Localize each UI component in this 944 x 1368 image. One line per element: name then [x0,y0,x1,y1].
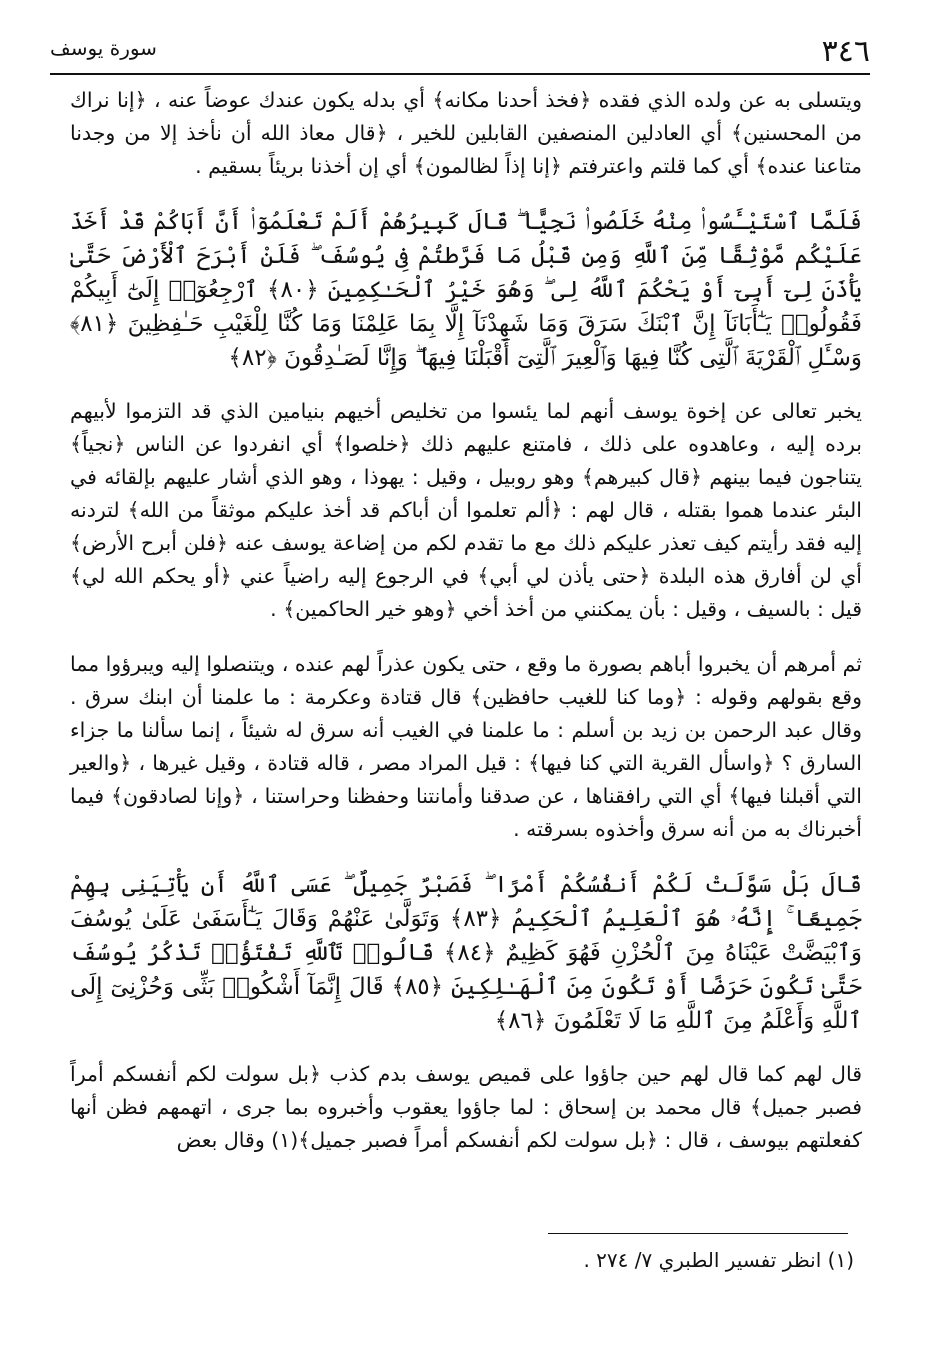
footnote-divider [548,1233,848,1234]
tafsir-paragraph: ويتسلى به عن ولده الذي فقده ﴿فخذ أحدنا مكانه﴾ أي بدله يكون عندك عوضاً عنه ، ﴿إنا نراك من المحسنين﴾ أي العادلين المنصفين القابلين للخير ، ﴿قال معاذ الله أن نأخذ إلا من وجدنا متاعنا عنده﴾ أي كما قلتم واعترفتم ﴿إنا إذاً لظالمون﴾ أي إن أخذنا بريئاً بسقيم . [70,88,862,178]
tafsir-paragraph: قال لهم كما قال لهم حين جاؤوا على قميص يوسف بدم كذب ﴿بل سولت لكم أنفسكم أمراً فصبر جميل﴾ قال محمد بن إسحاق : لما جاؤوا يعقوب وأخبروه بما جرى ، اتهمهم فظن أنها كفعلتهم بيوسف ، قال : ﴿بل سولت لكم أنفسكم أمراً فصبر جميل﴾(١) وقال بعض [70,1062,862,1152]
tafsir-paragraph: ثم أمرهم أن يخبروا أباهم بصورة ما وقع ، حتى يكون عذراً لهم عنده ، ويتنصلوا إليه ويبرؤوا مما وقع بقولهم وقوله : ﴿وما كنا للغيب حافظين﴾ قال قتادة وعكرمة : ما علمنا أن ابنك سرق . وقال عبد الرحمن بن زيد بن أسلم : ما علمنا في الغيب أنه سرق له شيئاً ، إنما سألنا ما جزاء السارق ؟ ﴿واسأل القرية التي كنا فيها﴾ : قيل المراد مصر ، قاله قتادة ، وقيل غيرها ، ﴿والعير التي أقبلنا فيها﴾ أي التي رافقناها ، عن صدقنا وأمانتنا وحفظنا وحراستنا ، ﴿وإنا لصادقون﴾ فيما أخبرناك به من أنه سرق وأخذوه بسرقته . [70,652,862,841]
header-divider [50,73,870,75]
quran-verses-80-82: فَلَمَّا ٱسْتَيْـَٔسُوا۟ مِنْهُ خَلَصُوا۟ نَجِيًّا ۖ قَالَ كَبِيرُهُمْ أَلَمْ تَعْلَمُوٓا۟ أَنَّ أَبَاكُمْ قَدْ أَخَذَ عَلَيْكُم مَّوْثِقًا مِّنَ ٱللَّهِ وَمِن قَبْلُ مَا فَرَّطتُمْ فِى يُوسُفَ ۖ فَلَنْ أَبْرَحَ ٱلْأَرْضَ حَتَّىٰ يَأْذَنَ لِىٓ أَبِىٓ أَوْ يَحْكُمَ ٱللَّهُ لِى ۖ وَهُوَ خَيْرُ ٱلْحَـٰكِمِينَ ﴿٨٠﴾ ٱرْجِعُوٓا۟ إِلَىٰٓ أَبِيكُمْ فَقُولُوا۟ يَـٰٓأَبَانَآ إِنَّ ٱبْنَكَ سَرَقَ وَمَا شَهِدْنَآ إِلَّا بِمَا عَلِمْنَا وَمَا كُنَّا لِلْغَيْبِ حَـٰفِظِينَ ﴿٨١﴾ وَسْـَٔلِ ٱلْقَرْيَةَ ٱلَّتِى كُنَّا فِيهَا وَٱلْعِيرَ ٱلَّتِىٓ أَقْبَلْنَا فِيهَا ۖ وَإِنَّا لَصَـٰدِقُونَ ﴿٨٢﴾ [70,209,862,371]
quran-verses-83-86: قَالَ بَلْ سَوَّلَتْ لَكُمْ أَنفُسُكُمْ أَمْرًا ۖ فَصَبْرٌ جَمِيلٌ ۖ عَسَى ٱللَّهُ أَن يَأْتِيَنِى بِهِمْ جَمِيعًا ۚ إِنَّهُۥ هُوَ ٱلْعَلِيمُ ٱلْحَكِيمُ ﴿٨٣﴾ وَتَوَلَّىٰ عَنْهُمْ وَقَالَ يَـٰٓأَسَفَىٰ عَلَىٰ يُوسُفَ وَٱبْيَضَّتْ عَيْنَاهُ مِنَ ٱلْحُزْنِ فَهُوَ كَظِيمٌ ﴿٨٤﴾ قَالُوا۟ تَٱللَّهِ تَفْتَؤُا۟ تَذْكُرُ يُوسُفَ حَتَّىٰ تَكُونَ حَرَضًا أَوْ تَكُونَ مِنَ ٱلْهَـٰلِكِينَ ﴿٨٥﴾ قَالَ إِنَّمَآ أَشْكُوا۟ بَثِّى وَحُزْنِىٓ إِلَى ٱللَّهِ وَأَعْلَمُ مِنَ ٱللَّهِ مَا لَا تَعْلَمُونَ ﴿٨٦﴾ [70,872,862,1034]
page-number: ٣٤٦ [821,34,870,69]
page-body [70,84,862,1179]
footnote: (١) انظر تفسير الطبري ٧/ ٢٧٤ . [583,1248,854,1272]
surah-title: سورة يوسف [50,36,157,60]
tafsir-paragraph: يخبر تعالى عن إخوة يوسف أنهم لما يئسوا من تخليص أخيهم بنيامين الذي قد التزموا لأبيهم برده إليه ، وعاهدوه على ذلك ، فامتنع عليهم ذلك ﴿خلصوا﴾ أي انفردوا عن الناس ﴿نجياً﴾ يتناجون فيما بينهم ﴿قال كبيرهم﴾ وهو روبيل ، وقيل : يهوذا ، وهو الذي أشار عليهم بإلقائه في البئر عندما هموا بقتله ، قال لهم : ﴿ألم تعلموا أن أباكم قد أخذ عليكم موثقاً من الله﴾ لتردنه إليه فقد رأيتم كيف تعذر عليكم ذلك مع ما تقدم لكم من إضاعة يوسف عنه ﴿فلن أبرح الأرض﴾ أي لن أفارق هذه البلدة ﴿حتى يأذن لي أبي﴾ في الرجوع إليه راضياً عني ﴿أو يحكم الله لي﴾ قيل : بالسيف ، وقيل : بأن يمكنني من أخذ أخي ﴿وهو خير الحاكمين﴾ . [70,399,862,621]
page-header [50,34,870,70]
